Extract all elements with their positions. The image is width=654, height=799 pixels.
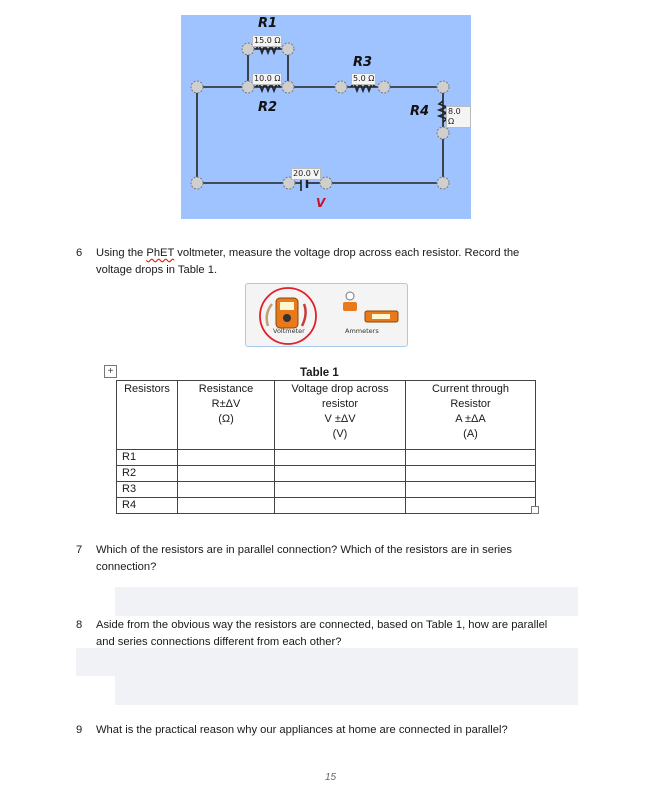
ammeters-label: Ammeters [345, 327, 379, 335]
node [437, 81, 449, 93]
table-cell[interactable] [178, 450, 275, 466]
table-header-row [117, 381, 536, 450]
question-text: and series connections different from each other? [96, 636, 342, 648]
question-number: 7 [76, 544, 83, 556]
header-resistors: Resistors [117, 381, 178, 450]
question-text: Aside from the obvious way the resistors are connected, based on Table 1, how are parallel [96, 619, 548, 631]
table-cell[interactable] [406, 498, 536, 514]
answer-field[interactable] [115, 587, 578, 616]
header-resistance[interactable]: Resistance R±ΔV (Ω) [178, 381, 275, 450]
voltmeter-icon [267, 298, 306, 328]
node [282, 81, 294, 93]
table-cell[interactable] [406, 482, 536, 498]
node [335, 81, 347, 93]
ammeter-icon [365, 311, 398, 322]
table-cell[interactable] [275, 466, 406, 482]
r3-label: R3 [353, 55, 373, 70]
node [437, 127, 449, 139]
question-text: Which of the resistors are in parallel connection? Which of the resistors are in series [96, 544, 512, 556]
page-number: 15 [325, 772, 337, 783]
table-cell[interactable] [178, 482, 275, 498]
answer-field[interactable] [76, 648, 578, 676]
table-cell[interactable] [406, 450, 536, 466]
phet-toolbox-image [245, 283, 408, 347]
voltmeter-label: Voltmeter [273, 327, 305, 335]
question-6 [76, 245, 581, 279]
header-current[interactable]: Current through Resistor A ±ΔA (A) [406, 381, 536, 450]
table-move-handle[interactable]: + [104, 365, 117, 378]
probe-icon [343, 292, 357, 311]
question-text: connection? [96, 561, 157, 573]
spellcheck-word[interactable]: PhET [146, 247, 175, 259]
question-text: What is the practical reason why our appliances at home are connected in parallel? [96, 724, 508, 736]
table-cell[interactable] [275, 450, 406, 466]
toolbox-icons [246, 284, 407, 346]
answer-field[interactable] [115, 676, 578, 705]
table-row [117, 450, 536, 466]
table-cell[interactable] [275, 482, 406, 498]
battery-label: V [316, 196, 326, 210]
table-row [117, 466, 536, 482]
question-text: voltage drops in Table 1. [96, 264, 218, 276]
question-number: 9 [76, 724, 83, 736]
node [191, 81, 203, 93]
r1-label: R1 [258, 16, 278, 31]
node [378, 81, 390, 93]
circuit-diagram [181, 15, 471, 219]
node [282, 43, 294, 55]
r3-value: 5.0 Ω [353, 74, 375, 83]
row-label: R4 [117, 498, 178, 514]
row-label: R2 [117, 466, 178, 482]
node [191, 177, 203, 189]
table-resize-handle[interactable] [531, 506, 539, 514]
row-label: R1 [117, 450, 178, 466]
data-table [116, 380, 536, 514]
table-cell[interactable] [178, 466, 275, 482]
question-7 [76, 542, 581, 576]
table-row [117, 498, 536, 514]
table-cell[interactable] [178, 498, 275, 514]
r4-label: R4 [410, 104, 430, 119]
r1-value: 15.0 Ω [254, 36, 281, 45]
table-row [117, 482, 536, 498]
question-text: Using the [96, 247, 147, 259]
node [320, 177, 332, 189]
table-cell[interactable] [406, 466, 536, 482]
question-text: voltmeter, measure the voltage drop across each resistor. Record the [174, 247, 520, 259]
table-title: Table 1 [300, 367, 339, 379]
header-voltage-drop[interactable]: Voltage drop across resistor V ±ΔV (V) [275, 381, 406, 450]
r4-value: 8.0 Ω [446, 106, 471, 128]
question-8 [76, 617, 581, 651]
question-number: 8 [76, 619, 83, 631]
row-label: R3 [117, 482, 178, 498]
question-9 [76, 722, 581, 740]
r2-label: R2 [258, 100, 278, 115]
node [437, 177, 449, 189]
table-cell[interactable] [275, 498, 406, 514]
r2-value: 10.0 Ω [254, 74, 281, 83]
battery-value: 20.0 V [293, 169, 319, 178]
question-number: 6 [76, 247, 83, 259]
